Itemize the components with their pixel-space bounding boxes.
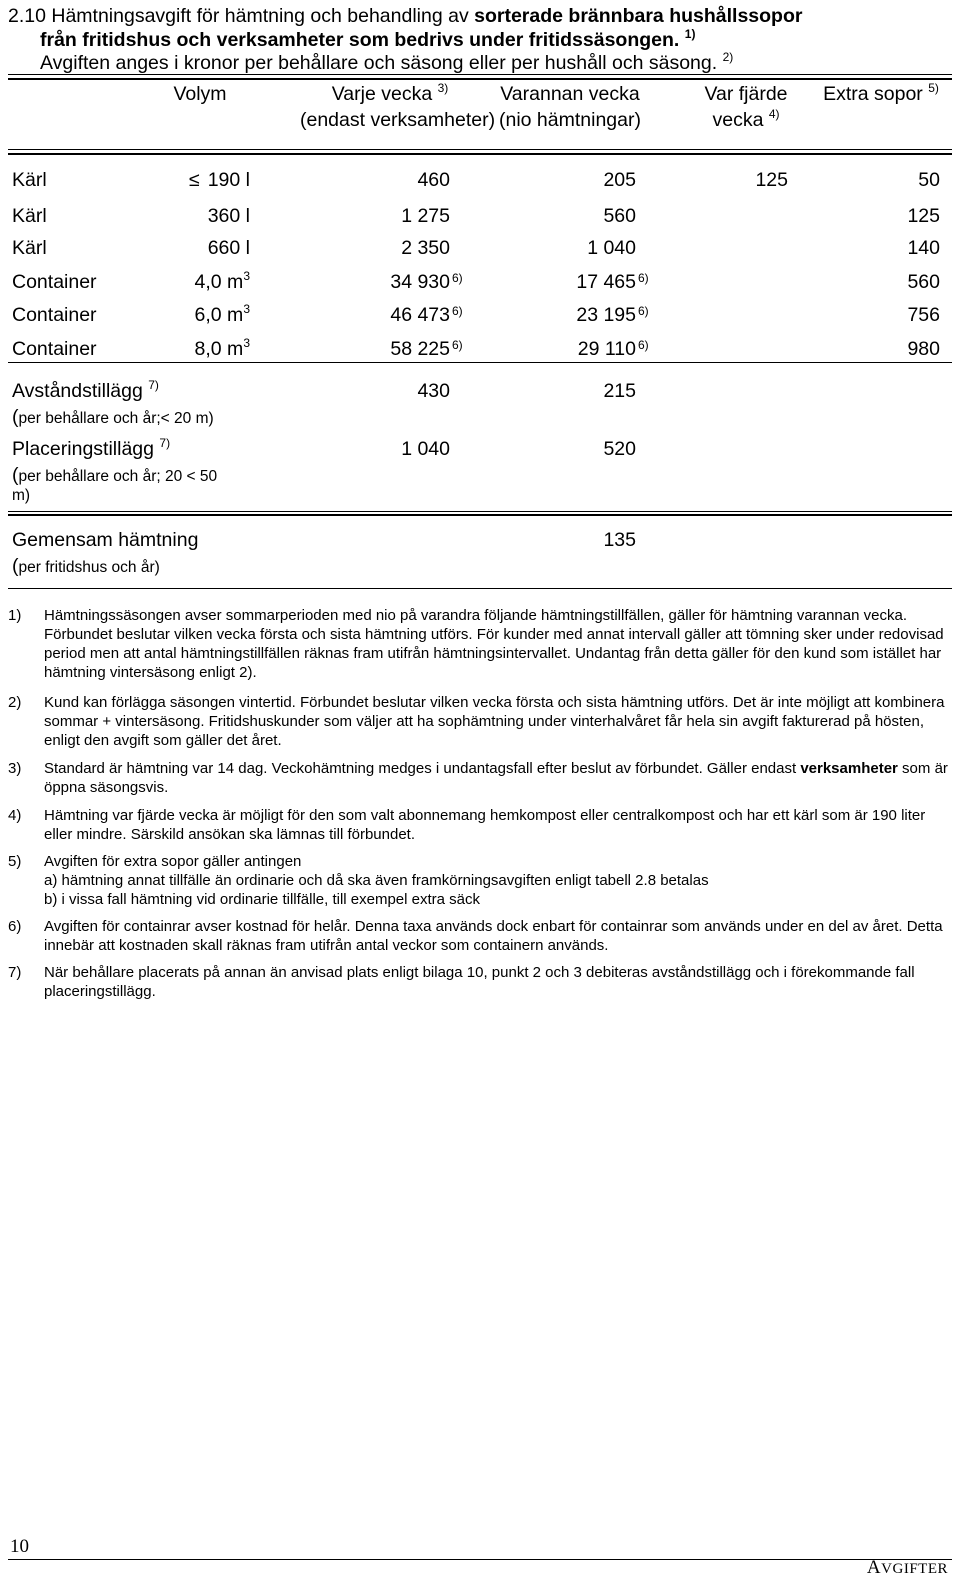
placering-varannan: 520 [603, 438, 636, 460]
section-label: AVGIFTER [866, 1557, 948, 1578]
row-varannan-vecka: 23 195 6) [576, 304, 649, 326]
row-volume-unit-sup: 3 [243, 269, 250, 283]
heading-line-2: från fritidshus och verksamheter som bedrivs under fritidssäsongen. $^{1)}$ [40, 27, 696, 51]
row-extra-sopor: 560 [907, 271, 940, 293]
header-rule [8, 74, 952, 75]
footnote-number: 5) [8, 853, 22, 870]
footnote-number: 4) [8, 807, 22, 824]
table-bottom-rule [8, 588, 952, 589]
footnote-text-bold: verksamheter [800, 760, 898, 777]
row-volume [160, 337, 250, 361]
row-varje-value: 34 930 [390, 271, 450, 293]
row-varje-vecka [300, 168, 450, 192]
footnote-text: Hämtningssäsongen avser sommarperioden med nio på varandra följande hämtningstillfällen, gäller för hämtning varannan vecka. Förbundet beslutar vilken vecka första och sista hämtning utförs. För kunder med annat intervall gäller att tömning sker under redovisad period men att antal hämtningstillfällen räknas fram utifrån hämtningsintervallet. Undantag från detta gäller för den kund som istället har hämtning vintersäsong enligt 2). [44, 607, 944, 681]
less-equal-icon: ≤ [189, 169, 200, 191]
row-varje-value: 46 473 [390, 304, 450, 326]
footnote-text: Kund kan förlägga säsongen vintertid. Förbundet beslutar vilken vecka första och sista hämtning utförs. Det är inte möjligt att kombinera sommar + vintersäsong. Fritidshuskunder som väljer att ha sophämtning under vinterhalvåret får hela sin avgift fakturerad på hösten, enligt den avgift som gäller det året. [44, 694, 945, 749]
row-varannan-value: 1 040 [587, 237, 636, 259]
gemensam-rule [8, 511, 952, 512]
gemensam-sub: (per fritidshus och år) [12, 555, 160, 577]
row-varje-value: 2 350 [401, 237, 450, 259]
row-volume [160, 204, 250, 228]
row-extra-sopor: 980 [907, 338, 940, 360]
row-volume [160, 236, 250, 260]
col-header-var-fjarde-vecka: Var fjärde vecka $^{4)}$ [704, 83, 788, 131]
footnote-line: a) hämtning annat tillfälle än ordinarie och då ska även framkörningsavgiften enligt tabell 2.8 betalas [44, 872, 709, 889]
row-volume [160, 303, 250, 327]
page-number: 10 [10, 1536, 29, 1557]
footnote [8, 759, 952, 799]
gemensam-label: Gemensam hämtning [12, 529, 199, 551]
row-volume [160, 168, 250, 192]
row-varannan-value: 23 195 [576, 304, 636, 326]
footnote [8, 963, 952, 1003]
footnote [8, 806, 952, 846]
footer-rule [8, 1559, 952, 1560]
row-varje-value: 1 275 [401, 205, 450, 227]
footnote [8, 852, 952, 912]
row-varje-vecka [300, 204, 450, 228]
row-varje-value: 58 225 [390, 338, 450, 360]
avstand-label: Avståndstillägg $^{7)}$ [12, 378, 159, 402]
footnote [8, 606, 952, 686]
heading-line-3: Avgiften anges i kronor per behållare och säsong eller per hushåll och säsong. $^{2)}$ [40, 50, 734, 74]
col-header-volym: Volym [173, 83, 227, 105]
row-varje-vecka: 58 225 6) [390, 338, 463, 360]
placering-label: Placeringstillägg $^{7)}$ [12, 436, 171, 460]
row-type: Kärl [12, 205, 47, 227]
row-varannan-vecka: 17 465 6) [576, 271, 649, 293]
row-volume-unit-sup: 3 [243, 336, 250, 350]
extras-rule [8, 362, 952, 363]
footnote-number: 3) [8, 760, 22, 777]
avstand-varje: 430 [417, 380, 450, 402]
footnote-number: 2) [8, 694, 22, 711]
row-volume-value: 360 l [207, 205, 250, 227]
footnote-number: 1) [8, 607, 22, 624]
row-varannan-vecka: 29 110 6) [577, 338, 649, 360]
col-header-varje-vecka: Varje vecka $^{3)}$ (endast verksamheter) [300, 81, 496, 131]
row-varannan-vecka [480, 236, 636, 260]
row-type: Container [12, 338, 97, 360]
row-varje-vecka [300, 236, 450, 260]
avstand-sub: (per behållare och år;< 20 m) [12, 406, 214, 428]
placering-sub-2: m) [12, 487, 31, 504]
footnote-text: Hämtning var fjärde vecka är möjligt för den som valt abonnemang hemkompost eller centralkompost och har ett kärl som är 190 liter eller mindre. Särskild ansökan ska lämnas till förbundet. [44, 807, 926, 843]
footnote-text-part: Standard är hämtning var 14 dag. Veckohämtning medges i undantagsfall efter beslut av förbundet. Gäller endast [44, 760, 801, 777]
table-top-rule-thick [8, 153, 952, 155]
row-varje-value: 460 [417, 169, 450, 191]
header-rule-thick [8, 78, 952, 80]
col-header-extra-sopor: Extra sopor $^{5)}$ [823, 81, 939, 105]
row-var-fjarde: 125 [755, 169, 788, 191]
row-type: Kärl [12, 237, 47, 259]
footnote-text [44, 759, 952, 797]
row-volume-value: 8,0 m [194, 338, 244, 360]
row-volume-value: 6,0 m [194, 304, 244, 326]
row-varje-vecka: 46 473 6) [390, 304, 463, 326]
footnote [8, 693, 952, 753]
row-volume-unit-sup: 3 [243, 302, 250, 316]
row-extra-sopor: 50 [918, 169, 940, 191]
row-varje-vecka: 34 930 6) [390, 271, 463, 293]
row-type: Container [12, 304, 97, 326]
row-extra-sopor: 140 [907, 237, 940, 259]
row-volume [160, 270, 250, 294]
gemensam-rule-thick [8, 514, 952, 516]
row-volume-value: 4,0 m [194, 271, 244, 293]
placering-varje: 1 040 [401, 438, 450, 460]
row-varannan-value: 560 [603, 205, 636, 227]
row-extra-sopor: 125 [907, 205, 940, 227]
row-type: Container [12, 271, 97, 293]
avstand-varannan: 215 [603, 380, 636, 402]
row-varannan-value: 29 110 [577, 338, 636, 360]
row-type: Kärl [12, 169, 47, 191]
footnote-text [44, 852, 952, 909]
footnote-line: b) i vissa fall hämtning vid ordinarie tillfälle, till exempel extra säck [44, 891, 481, 908]
col-header-varannan-vecka: Varannan vecka (nio hämtningar) [499, 83, 641, 131]
row-varannan-value: 17 465 [576, 271, 636, 293]
footnote-text: När behållare placerats på annan än anvisad plats enligt bilaga 10, punkt 2 och 3 debiteras avståndstillägg och i förekommande fall placeringstillägg. [44, 964, 915, 1000]
footnote-line: Avgiften för extra sopor gäller antingen [44, 853, 302, 870]
row-varannan-vecka [480, 168, 636, 192]
footnote-number: 6) [8, 918, 22, 935]
table-top-rule [8, 149, 952, 150]
footnote-text: Avgiften för containrar avser kostnad för helår. Denna taxa används dock enbart för containrar som används under en del av året. Detta innebär att kostnaden skall räknas fram utifrån antal veckor som containern används. [44, 918, 943, 954]
row-varannan-vecka [480, 204, 636, 228]
gemensam-varannan: 135 [603, 529, 636, 551]
row-extra-sopor: 756 [907, 304, 940, 326]
footnote [8, 917, 952, 957]
footnote-text-part: som är öppna säsongsvis. [44, 760, 948, 796]
placering-sub-1: (per behållare och år; 20 < 50 [12, 464, 218, 486]
row-varannan-value: 205 [603, 169, 636, 191]
footnote-number: 7) [8, 964, 22, 981]
row-volume-value: 660 l [207, 237, 250, 259]
heading-line-1: 2.10 Hämtningsavgift för hämtning och behandling av sorterade brännbara hushållssopor [8, 5, 803, 27]
row-volume-value: 190 l [207, 169, 250, 191]
